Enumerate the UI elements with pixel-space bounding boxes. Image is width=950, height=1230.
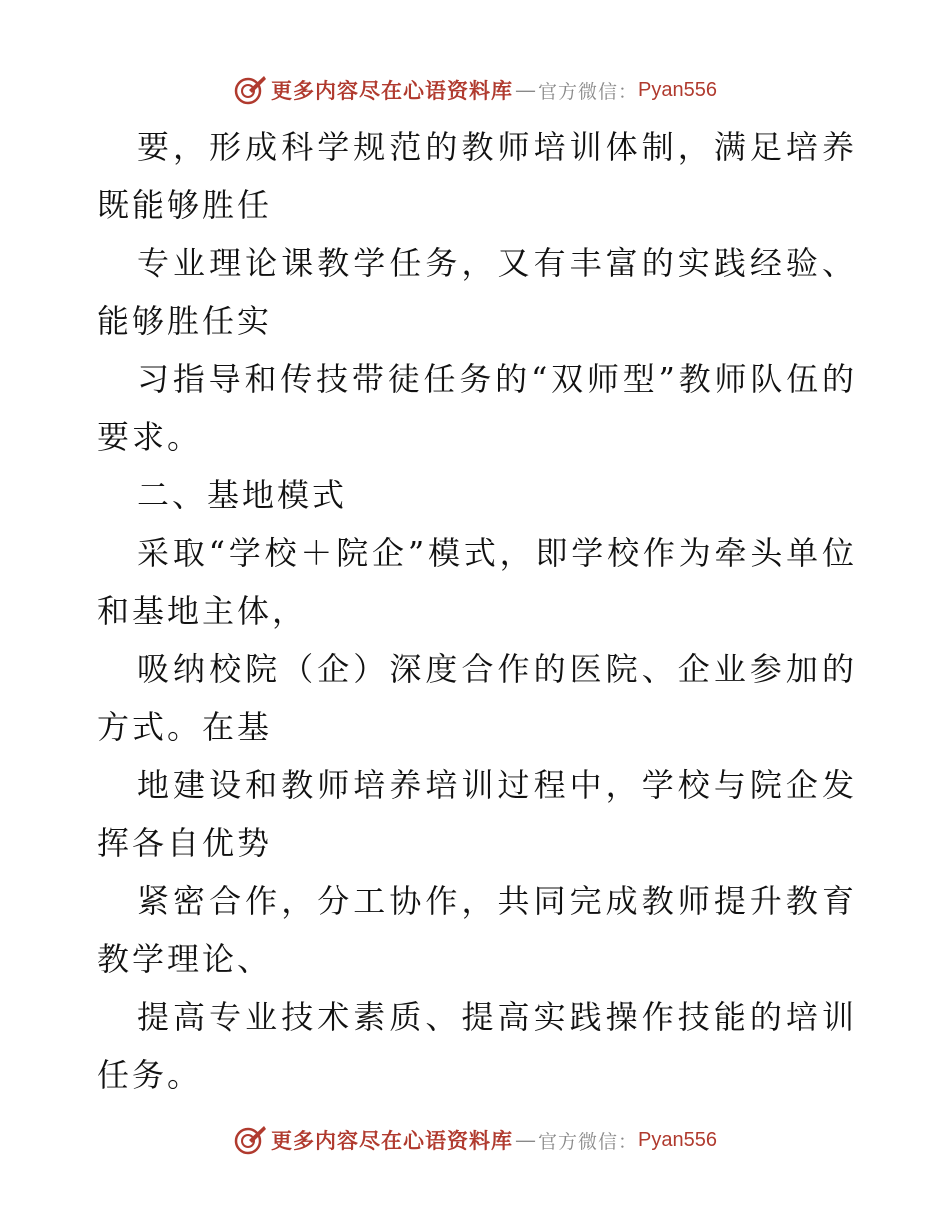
banner-wechat-id: Pyan556	[638, 78, 717, 101]
paragraph-6: 地建设和教师培养培训过程中，学校与院企发挥各自优势	[97, 766, 857, 862]
footer-banner	[0, 1120, 950, 1160]
banner-brand-text: 更多内容尽在心语资料库	[271, 78, 513, 103]
paragraph-5: 吸纳校院（企）深度合作的医院、企业参加的方式。在基	[97, 650, 857, 746]
document-body	[97, 118, 857, 1104]
paragraph-7: 紧密合作，分工协作，共同完成教师提升教育教学理论、	[97, 882, 857, 978]
banner-wechat-label: 官方微信：	[538, 1130, 639, 1153]
banner-wechat-label: 官方微信：	[538, 80, 639, 103]
banner-brand-text: 更多内容尽在心语资料库	[271, 1128, 513, 1153]
paragraph-4: 采取“学校＋院企”模式，即学校作为牵头单位和基地主体，	[97, 534, 857, 630]
paragraph-2: 专业理论课教学任务，又有丰富的实践经验、能够胜任实	[97, 244, 857, 340]
paragraph-1: 要，形成科学规范的教师培训体制，满足培养既能够胜任	[97, 128, 857, 224]
pen-nib-logo-icon	[233, 73, 267, 107]
paragraph-8: 提高专业技术素质、提高实践操作技能的培训任务。	[97, 998, 857, 1094]
section-heading: 二、基地模式	[137, 476, 348, 514]
header-banner	[0, 70, 950, 110]
paragraph-3: 习指导和传技带徒任务的“双师型”教师队伍的要求。	[97, 360, 857, 456]
banner-dash: —	[515, 78, 536, 102]
pen-nib-logo-icon	[233, 1123, 267, 1157]
banner-wechat-id: Pyan556	[638, 1128, 717, 1151]
banner-dash: —	[515, 1128, 536, 1152]
